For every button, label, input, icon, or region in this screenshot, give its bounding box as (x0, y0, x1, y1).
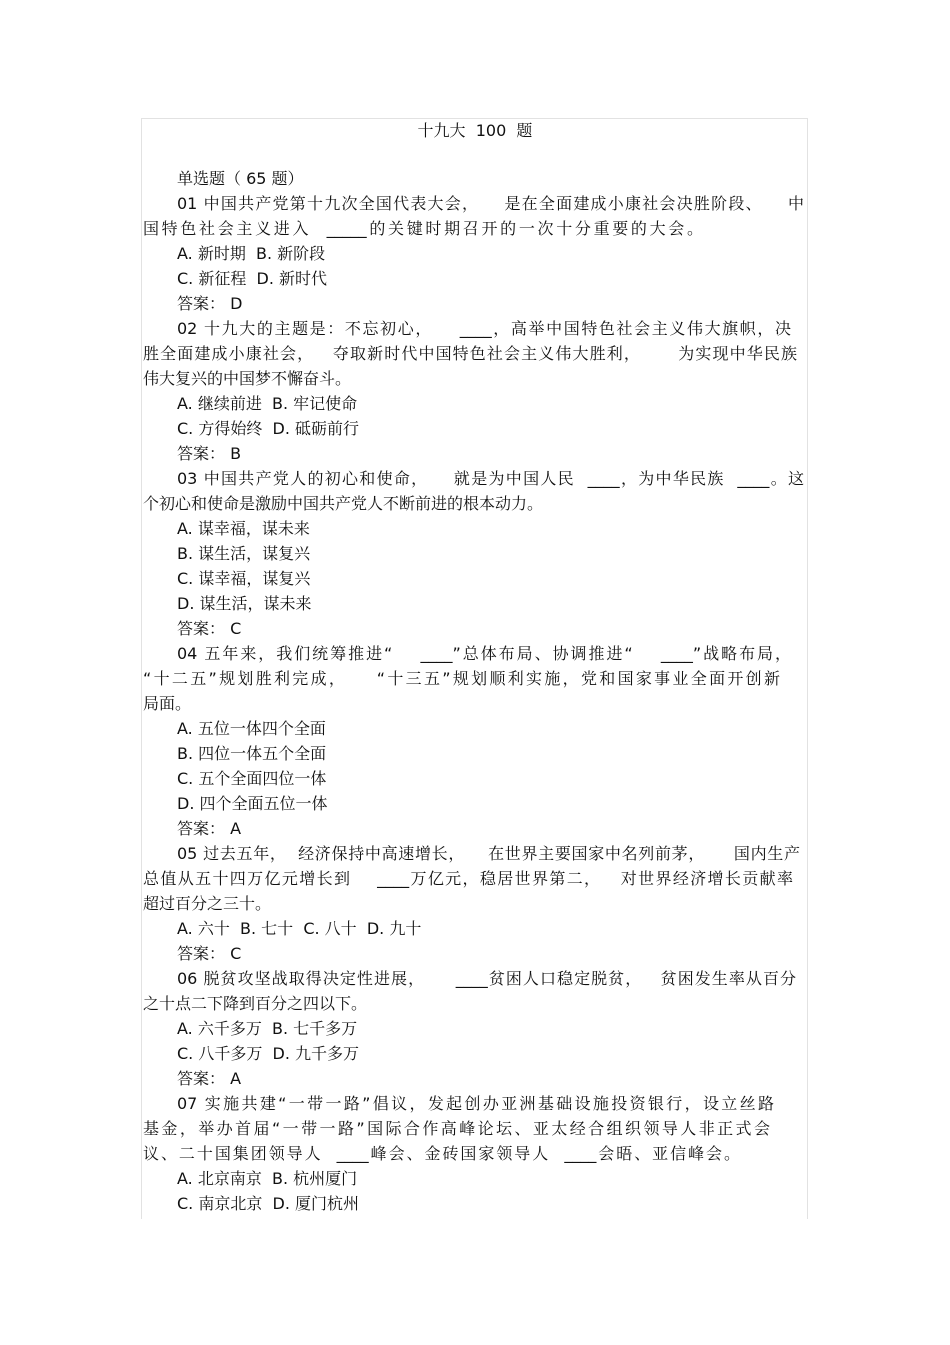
option-line: D. 四个全面五位一体 (177, 794, 328, 813)
question-line: 03 中国共产党人的初心和使命， 就是为中国人民 ____，为中华民族 ____。这 (177, 469, 804, 488)
question-line: 06 脱贫攻坚战取得决定性进展， ____贫困人口稳定脱贫， 贫困发生率从百分 (177, 969, 796, 988)
option-line: A. 谋幸福，谋未来 (177, 519, 310, 538)
option-line: D. 谋生活，谋未来 (177, 594, 312, 613)
document-title: 十九大 100 题 (417, 121, 533, 140)
question-line: 超过百分之三十。 (143, 894, 272, 913)
option-line: C. 八千多万 D. 九千多万 (177, 1044, 360, 1063)
option-line: A. 新时期 B. 新阶段 (177, 244, 326, 263)
question-line: 04 五年来，我们统筹推进“ ____”总体布局、协调推进“ ____”战略布局， (177, 644, 791, 663)
answer-line: 答案： C (177, 619, 242, 638)
option-line: A. 六千多万 B. 七千多万 (177, 1019, 358, 1038)
question-line: 之十点二下降到百分之四以下。 (143, 994, 368, 1013)
question-line: 基金，举办首届“一带一路”国际合作高峰论坛、亚太经合组织领导人非正式会 (143, 1119, 770, 1138)
question-line: 胜全面建成小康社会， 夺取新时代中国特色社会主义伟大胜利， 为实现中华民族 (143, 344, 797, 363)
answer-line: 答案： B (177, 444, 242, 463)
option-line: B. 四位一体五个全面 (177, 744, 327, 763)
option-line: A. 六十 B. 七十 C. 八十 D. 九十 (177, 919, 422, 938)
question-line: 02 十九大的主题是：不忘初心， ____，高举中国特色社会主义伟大旗帜，决 (177, 319, 791, 338)
option-line: A. 五位一体四个全面 (177, 719, 326, 738)
question-line: 局面。 (143, 694, 192, 713)
question-line: 01 中国共产党第十九次全国代表大会， 是在全面建成小康社会决胜阶段、 中 (177, 194, 804, 213)
question-line: 总值从五十四万亿元增长到 ____万亿元，稳居世界第二， 对世界经济增长贡献率 (143, 869, 793, 888)
question-line: 伟大复兴的中国梦不懈奋斗。 (143, 369, 352, 388)
option-line: A. 继续前进 B. 牢记使命 (177, 394, 358, 413)
option-line: C. 五个全面四位一体 (177, 769, 327, 788)
question-line: 07 实施共建“一带一路”倡议，发起创办亚洲基础设施投资银行，设立丝路 (177, 1094, 774, 1113)
option-line: C. 新征程 D. 新时代 (177, 269, 328, 288)
question-line: 议、二十国集团领导人 ____峰会、金砖国家领导人 ____会晤、亚信峰会。 (143, 1144, 740, 1163)
answer-line: 答案： A (177, 819, 242, 838)
question-line: 个初心和使命是激励中国共产党人不断前进的根本动力。 (143, 494, 544, 513)
option-line: C. 南京北京 D. 厦门杭州 (177, 1194, 360, 1213)
answer-line: 答案： D (177, 294, 243, 313)
section-heading: 单选题（ 65 题） (177, 169, 304, 188)
option-line: C. 谋幸福，谋复兴 (177, 569, 311, 588)
option-line: B. 谋生活，谋复兴 (177, 544, 311, 563)
answer-line: 答案： A (177, 1069, 242, 1088)
option-line: A. 北京南京 B. 杭州厦门 (177, 1169, 358, 1188)
answer-line: 答案： C (177, 944, 242, 963)
question-line: 05 过去五年， 经济保持中高速增长， 在世界主要国家中名列前茅， 国内生产 (177, 844, 800, 863)
option-line: C. 方得始终 D. 砥砺前行 (177, 419, 360, 438)
question-line: 国特色社会主义进入 _____的关键时期召开的一次十分重要的大会。 (143, 219, 703, 238)
question-line: “十二五”规划胜利完成， “十三五”规划顺利实施，党和国家事业全面开创新 (143, 669, 780, 688)
